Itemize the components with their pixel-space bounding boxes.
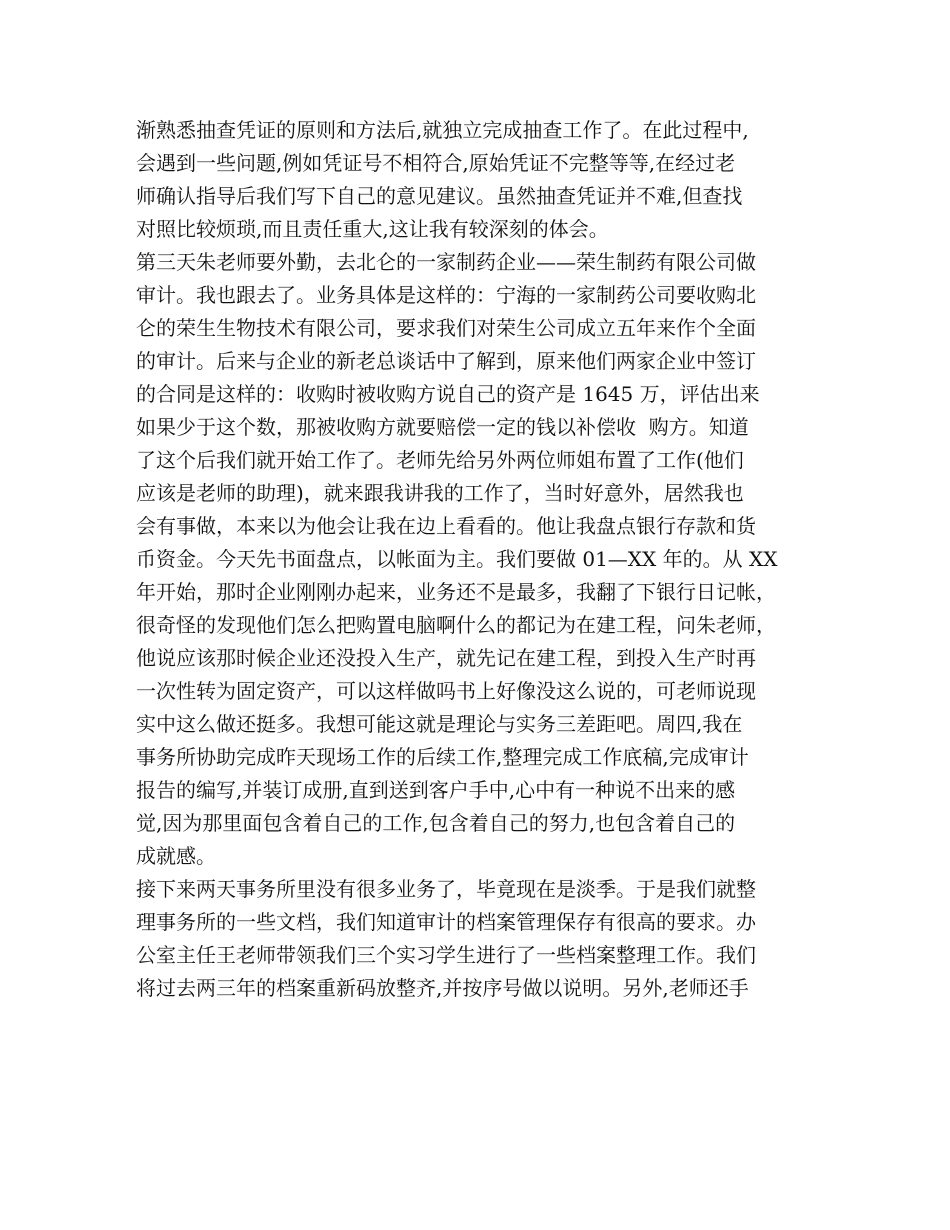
text-line: 如果少于这个数，那被收购方就要赔偿一定的钱以补偿收 购方。知道 (136, 415, 749, 439)
text-line: 审计。我也跟去了。业务具体是这样的：宁海的一家制药公司要收购北 (136, 283, 756, 307)
text-line: 会有事做，本来以为他会让我在边上看看的。他让我盘点银行存款和货 (136, 514, 756, 538)
text-line: 一次性转为固定资产，可以这样做吗书上好像没这么说的，可老师说现 (136, 679, 756, 703)
text-line: 了这个后我们就开始工作了。老师先给另外两位师姐布置了工作(他们 (136, 448, 744, 472)
text-line: 的合同是这样的：收购时被收购方说自己的资产是 1645 万，评估出来 (136, 382, 760, 406)
text-line: 理事务所的一些文档，我们知道审计的档案管理保存有很高的要求。办 (136, 910, 756, 934)
text-line: 年开始，那时企业刚刚办起来，业务还不是最多，我翻了下银行日记帐， (136, 580, 776, 604)
text-line: 报告的编写,并装订成册,直到送到客户手中,心中有一种说不出来的感 (136, 778, 736, 802)
text-line: 很奇怪的发现他们怎么把购置电脑啊什么的都记为在建工程，问朱老师， (136, 613, 776, 637)
text-line: 对照比较烦琐,而且责任重大,这让我有较深刻的体会。 (136, 217, 609, 241)
text-line: 仑的荣生生物技术有限公司，要求我们对荣生公司成立五年来作个全面 (136, 316, 756, 340)
body-text (136, 114, 826, 1005)
text-line: 觉,因为那里面包含着自己的工作,包含着自己的努力,也包含着自己的 (136, 811, 736, 835)
text-line: 他说应该那时候企业还没投入生产，就先记在建工程，到投入生产时再 (136, 646, 756, 670)
text-line: 会遇到一些问题,例如凭证号不相符合,原始凭证不完整等等,在经过老 (136, 151, 736, 175)
text-line: 将过去两三年的档案重新码放整齐,并按序号做以说明。另外,老师还手 (136, 976, 749, 1000)
text-line: 的审计。后来与企业的新老总谈话中了解到，原来他们两家企业中签订 (136, 349, 756, 373)
text-line: 币资金。今天先书面盘点，以帐面为主。我们要做 01—XX 年的。从 XX (136, 547, 778, 571)
text-line: 公室主任王老师带领我们三个实习学生进行了一些档案整理工作。我们 (136, 943, 756, 967)
text-line: 事务所协助完成昨天现场工作的后续工作,整理完成工作底稿,完成审计 (136, 745, 749, 769)
text-line: 实中这么做还挺多。我想可能这就是理论与实务三差距吧。周四,我在 (136, 712, 743, 736)
text-line: 第三天朱老师要外勤，去北仑的一家制药企业——荣生制药有限公司做 (136, 250, 756, 274)
text-line: 成就感。 (136, 844, 216, 868)
text-line: 应该是老师的助理)，就来跟我讲我的工作了，当时好意外，居然我也 (136, 481, 744, 505)
text-line: 师确认指导后我们写下自己的意见建议。虽然抽查凭证并不难,但查找 (136, 184, 743, 208)
text-line: 渐熟悉抽查凭证的原则和方法后,就独立完成抽查工作了。在此过程中, (136, 118, 749, 142)
text-line: 接下来两天事务所里没有很多业务了，毕竟现在是淡季。于是我们就整 (136, 877, 756, 901)
